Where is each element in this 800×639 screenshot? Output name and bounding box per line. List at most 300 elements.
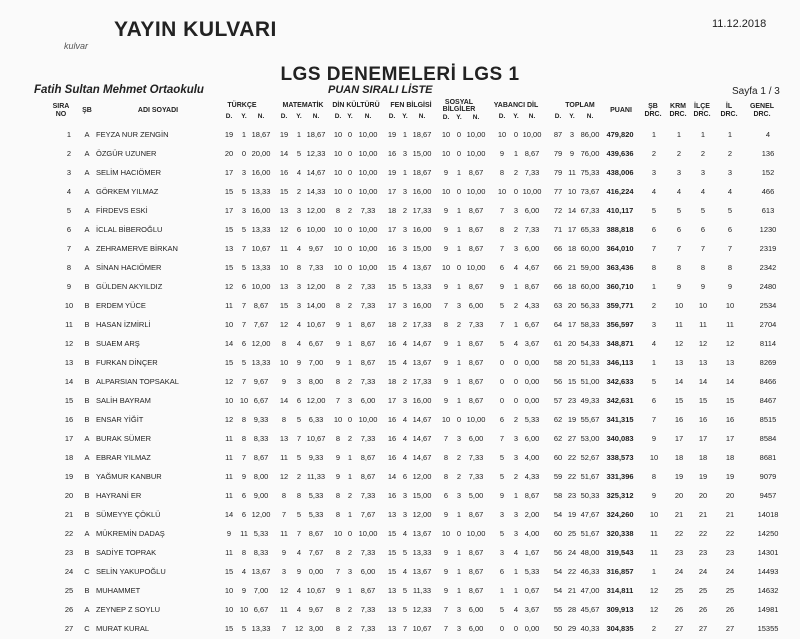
table-cell: 4 — [402, 434, 408, 443]
table-cell: 16,00 — [412, 301, 432, 310]
table-cell: 7 — [443, 301, 449, 310]
table-cell: 8,67 — [360, 358, 376, 367]
table-cell: 79 — [553, 149, 563, 158]
table-cell: 13 — [279, 206, 289, 215]
table-cell: 15 — [674, 396, 684, 405]
table-row — [0, 468, 800, 487]
table-cell: 7 — [499, 206, 505, 215]
table-cell: 6 — [499, 415, 505, 424]
table-cell: 0 — [456, 187, 462, 196]
table-cell: 28 — [567, 605, 577, 614]
table-cell: 7 — [651, 415, 657, 424]
table-cell: 613 — [761, 206, 775, 215]
table-cell: 87 — [553, 130, 563, 139]
table-cell: 14 — [224, 510, 234, 519]
table-cell: 0 — [347, 415, 353, 424]
table-cell: 13 — [279, 282, 289, 291]
table-cell: 1 — [347, 586, 353, 595]
table-cell: 24 — [64, 567, 74, 576]
table-cell: 10 — [333, 149, 343, 158]
table-cell: 13 — [387, 510, 397, 519]
table-row — [0, 126, 800, 145]
table-cell: 6 — [651, 396, 657, 405]
table-cell: 11 — [65, 320, 73, 329]
table-cell: 4 — [651, 339, 657, 348]
col-il: İL — [725, 103, 733, 110]
table-cell: B — [84, 586, 90, 595]
table-cell: 3 — [402, 149, 408, 158]
table-cell: 26 — [725, 605, 735, 614]
table-cell: ENSAR YİĞİT — [96, 415, 144, 424]
table-cell: 1 — [700, 130, 706, 139]
table-cell: 2 — [513, 301, 519, 310]
table-row — [0, 240, 800, 259]
table-cell: C — [84, 624, 90, 633]
table-cell: A — [84, 244, 90, 253]
col-toplam: TOPLAM — [565, 102, 595, 109]
table-cell: 8,67 — [253, 453, 269, 462]
table-cell: 66 — [553, 244, 563, 253]
table-cell: SALİH BAYRAM — [96, 396, 151, 405]
table-cell: 20 — [567, 358, 577, 367]
table-cell: 11 — [280, 605, 288, 614]
table-row — [0, 563, 800, 582]
table-cell: 18 — [725, 453, 735, 462]
table-cell: 2 — [700, 149, 706, 158]
table-cell: 8 — [499, 225, 505, 234]
table-cell: 4 — [296, 605, 302, 614]
table-cell: 14 — [725, 377, 735, 386]
table-cell: 3 — [402, 225, 408, 234]
table-cell: 15 — [224, 358, 234, 367]
table-cell: 11,33 — [412, 586, 432, 595]
table-cell: 7 — [335, 396, 341, 405]
table-cell: 10 — [698, 301, 708, 310]
table-cell: 331,396 — [606, 472, 634, 481]
table-cell: B — [84, 415, 90, 424]
table-cell: 363,436 — [606, 263, 634, 272]
table-cell: 7,33 — [468, 453, 484, 462]
table-cell: 7,33 — [468, 472, 484, 481]
table-cell: 3 — [296, 282, 302, 291]
table-cell: 5 — [676, 206, 682, 215]
table-cell: 309,913 — [606, 605, 634, 614]
table-cell: 50,33 — [580, 491, 600, 500]
table-cell: 8,67 — [360, 472, 376, 481]
table-cell: 320,338 — [606, 529, 634, 538]
table-cell: 7 — [499, 244, 505, 253]
table-cell: 5,33 — [308, 491, 324, 500]
table-cell: 4,00 — [524, 529, 540, 538]
table-cell: 13,33 — [251, 225, 271, 234]
table-cell: 17 — [64, 434, 74, 443]
subheader-2-y: Y. — [347, 113, 353, 120]
table-cell: A — [84, 206, 90, 215]
table-cell: 17,33 — [412, 206, 432, 215]
table-cell: 8,67 — [308, 529, 324, 538]
table-cell: 9 — [676, 282, 682, 291]
table-cell: MUHAMMET — [96, 586, 141, 595]
table-cell: 1 — [676, 130, 682, 139]
table-cell: 11 — [225, 453, 233, 462]
table-cell: 6,00 — [524, 434, 540, 443]
table-cell: 25 — [698, 586, 708, 595]
table-cell: MURAT KURAL — [96, 624, 150, 633]
col-sb: ŞB — [82, 107, 92, 114]
table-cell: 16 — [698, 415, 708, 424]
table-cell: A — [84, 263, 90, 272]
table-cell: 1 — [402, 130, 408, 139]
table-cell: 2 — [727, 149, 733, 158]
table-cell: 15355 — [757, 624, 779, 633]
table-cell: 7,33 — [308, 263, 324, 272]
table-cell: 57 — [553, 396, 563, 405]
table-cell: 7,33 — [360, 491, 376, 500]
table-cell: 9 — [335, 586, 341, 595]
table-cell: 7 — [296, 529, 302, 538]
table-cell: 8467 — [759, 396, 777, 405]
table-cell: 10,00 — [358, 149, 378, 158]
table-cell: 20,00 — [251, 149, 271, 158]
table-cell: 9 — [241, 586, 247, 595]
table-cell: 23 — [567, 396, 577, 405]
subheader-4-d: D. — [442, 114, 450, 121]
table-cell: 0,00 — [524, 358, 540, 367]
table-cell: 4 — [66, 187, 72, 196]
table-cell: 13 — [279, 434, 289, 443]
table-cell: 479,820 — [606, 130, 634, 139]
subheader-1-d: D. — [280, 113, 288, 120]
table-cell: ALPARSIAN TOPSAKAL — [96, 377, 179, 386]
table-cell: 12 — [64, 339, 74, 348]
table-cell: BURAK SÜMER — [96, 434, 152, 443]
table-cell: 8,67 — [524, 149, 540, 158]
table-cell: 2319 — [759, 244, 777, 253]
table-cell: 8,67 — [468, 168, 484, 177]
table-cell: 9 — [569, 149, 575, 158]
table-cell: 13,67 — [412, 529, 432, 538]
table-cell: 0 — [513, 187, 519, 196]
table-cell: 17 — [567, 320, 577, 329]
table-cell: 10 — [333, 225, 343, 234]
table-cell: 59 — [553, 472, 563, 481]
table-cell: 18,67 — [251, 130, 271, 139]
table-cell: 6 — [296, 225, 302, 234]
table-cell: 8,67 — [468, 510, 484, 519]
table-cell: 67,33 — [580, 206, 600, 215]
table-cell: 9 — [443, 358, 449, 367]
col-puan: PUANI — [610, 107, 632, 114]
table-cell: 8,67 — [468, 225, 484, 234]
table-cell: 25 — [674, 586, 684, 595]
table-cell: 0,00 — [524, 377, 540, 386]
table-cell: 7 — [296, 434, 302, 443]
table-cell: 6,00 — [468, 434, 484, 443]
table-cell: 19 — [567, 415, 577, 424]
table-cell: 16 — [387, 244, 397, 253]
table-cell: 0 — [456, 415, 462, 424]
table-cell: 12 — [698, 339, 708, 348]
table-cell: 3 — [513, 453, 519, 462]
table-cell: 9,33 — [253, 415, 269, 424]
table-cell: 10,00 — [466, 130, 486, 139]
table-cell: 13 — [387, 586, 397, 595]
subheader-2-d: D. — [334, 113, 342, 120]
table-cell: 3 — [513, 529, 519, 538]
table-cell: 71 — [553, 225, 563, 234]
table-cell: 5 — [402, 586, 408, 595]
table-cell: 8 — [651, 263, 657, 272]
table-cell: 15 — [387, 529, 397, 538]
table-cell: 1 — [513, 320, 519, 329]
table-cell: 10,00 — [466, 415, 486, 424]
table-cell: 3 — [402, 244, 408, 253]
table-cell: 9,67 — [308, 605, 324, 614]
table-cell: 346,113 — [606, 358, 634, 367]
table-cell: 6,00 — [524, 244, 540, 253]
table-cell: 9 — [443, 282, 449, 291]
table-cell: 325,312 — [606, 491, 634, 500]
table-cell: 1230 — [759, 225, 777, 234]
table-cell: SELİM HACIÖMER — [96, 168, 162, 177]
table-cell: 341,315 — [606, 415, 634, 424]
table-cell: 7 — [443, 605, 449, 614]
subheader-6-n: N. — [586, 113, 594, 120]
table-cell: 19 — [387, 168, 397, 177]
subheader-6-d: D. — [554, 113, 562, 120]
table-cell: FİRDEVS ESKİ — [96, 206, 148, 215]
table-cell: 7 — [281, 624, 287, 633]
table-cell: C — [84, 567, 90, 576]
table-cell: 18 — [567, 282, 577, 291]
table-cell: 51,67 — [580, 472, 600, 481]
table-cell: 6 — [651, 225, 657, 234]
table-cell: 1 — [456, 206, 462, 215]
table-cell: 7,67 — [360, 510, 376, 519]
table-cell: 9 — [335, 320, 341, 329]
table-cell: 4 — [700, 187, 706, 196]
table-cell: 14 — [279, 149, 289, 158]
table-cell: 6 — [443, 491, 449, 500]
table-cell: 21 — [725, 510, 735, 519]
table-cell: 7 — [443, 434, 449, 443]
table-cell: 3 — [456, 624, 462, 633]
table-cell: 9 — [443, 206, 449, 215]
table-cell: 29 — [567, 624, 577, 633]
table-cell: 45,67 — [580, 605, 600, 614]
table-cell: 5 — [651, 377, 657, 386]
table-cell: 8,67 — [468, 377, 484, 386]
table-cell: 359,771 — [606, 301, 634, 310]
table-cell: 9 — [727, 282, 733, 291]
table-row — [0, 525, 800, 544]
table-cell: 0 — [347, 244, 353, 253]
table-cell: 10 — [333, 415, 343, 424]
table-cell: 52,67 — [580, 453, 600, 462]
table-cell: 6,00 — [360, 567, 376, 576]
subheader-3-d: D. — [388, 113, 396, 120]
table-cell: 3 — [513, 510, 519, 519]
table-cell: 10 — [224, 320, 234, 329]
table-cell: 5 — [499, 605, 505, 614]
table-cell: 13 — [224, 244, 234, 253]
table-cell: 10 — [497, 187, 507, 196]
col-ilce-2: DRC. — [693, 111, 711, 118]
table-cell: 5 — [296, 415, 302, 424]
subheader-4-y: Y. — [456, 114, 462, 121]
table-cell: 48,00 — [580, 548, 600, 557]
table-cell: 2 — [347, 282, 353, 291]
table-cell: 3,67 — [524, 339, 540, 348]
table-cell: 13,33 — [412, 282, 432, 291]
table-cell: 1,67 — [524, 548, 540, 557]
table-cell: 2342 — [759, 263, 777, 272]
table-cell: B — [84, 491, 90, 500]
table-cell: B — [84, 282, 90, 291]
table-cell: 19 — [725, 472, 735, 481]
table-cell: 9 — [296, 358, 302, 367]
table-cell: 9 — [499, 282, 505, 291]
table-cell: 15 — [279, 301, 289, 310]
table-row — [0, 202, 800, 221]
table-cell: 20 — [64, 491, 74, 500]
table-cell: 8,67 — [253, 301, 269, 310]
table-cell: 6 — [66, 225, 72, 234]
table-cell: 10,67 — [306, 320, 326, 329]
table-cell: 7 — [499, 320, 505, 329]
table-row — [0, 506, 800, 525]
table-cell: 10 — [64, 301, 74, 310]
table-cell: 9,33 — [308, 453, 324, 462]
table-cell: 2 — [651, 624, 657, 633]
table-cell: 0 — [456, 130, 462, 139]
table-cell: 1 — [456, 510, 462, 519]
table-cell: EBRAR YILMAZ — [96, 453, 151, 462]
table-cell: 8,67 — [468, 282, 484, 291]
table-cell: 7 — [443, 624, 449, 633]
table-cell: 5,33 — [524, 567, 540, 576]
table-cell: 20 — [567, 301, 577, 310]
table-cell: 9 — [443, 339, 449, 348]
table-cell: 9 — [335, 472, 341, 481]
table-cell: 20 — [567, 339, 577, 348]
table-cell: 7,33 — [360, 548, 376, 557]
table-cell: 77 — [553, 187, 563, 196]
table-cell: 24 — [725, 567, 735, 576]
table-cell: 1 — [456, 244, 462, 253]
table-cell: 8 — [443, 453, 449, 462]
table-cell: 14981 — [757, 605, 779, 614]
table-row — [0, 544, 800, 563]
table-cell: 9 — [443, 377, 449, 386]
table-cell: 11 — [280, 453, 288, 462]
table-cell: 5 — [499, 472, 505, 481]
table-cell: 21 — [698, 510, 708, 519]
table-cell: 1 — [456, 377, 462, 386]
table-cell: 8 — [66, 263, 72, 272]
table-cell: 14 — [224, 339, 234, 348]
table-row — [0, 487, 800, 506]
table-cell: 3 — [281, 567, 287, 576]
table-cell: 5 — [402, 605, 408, 614]
table-cell: 16 — [387, 453, 397, 462]
table-cell: 59,00 — [580, 263, 600, 272]
table-cell: 54,33 — [580, 339, 600, 348]
table-cell: 10,00 — [358, 225, 378, 234]
table-cell: 51,67 — [580, 529, 600, 538]
table-cell: 56,33 — [580, 301, 600, 310]
table-cell: 17,33 — [412, 377, 432, 386]
table-cell: 8 — [281, 491, 287, 500]
table-cell: 21 — [567, 263, 577, 272]
table-cell: 4 — [402, 339, 408, 348]
col-no: NO — [55, 111, 67, 118]
table-cell: 14018 — [757, 510, 779, 519]
table-cell: 47,67 — [580, 510, 600, 519]
table-cell: 12 — [725, 339, 735, 348]
table-cell: 9 — [66, 282, 72, 291]
col-krm-2: DRC. — [669, 111, 687, 118]
table-cell: 11 — [225, 301, 233, 310]
table-cell: 23 — [725, 548, 735, 557]
table-cell: 7,33 — [360, 605, 376, 614]
table-cell: 7 — [241, 377, 247, 386]
table-cell: 9 — [443, 168, 449, 177]
table-cell: 16,00 — [251, 206, 271, 215]
col-krm: KRM — [670, 103, 686, 110]
table-cell: 11 — [225, 491, 233, 500]
table-cell: 9,67 — [308, 244, 324, 253]
table-cell: 8 — [335, 510, 341, 519]
table-cell: 9 — [499, 149, 505, 158]
subheader-2-n: N. — [364, 113, 372, 120]
table-cell: 1 — [347, 472, 353, 481]
table-cell: 15 — [279, 187, 289, 196]
table-cell: 4 — [296, 320, 302, 329]
table-cell: 8,67 — [468, 396, 484, 405]
table-cell: 8 — [335, 491, 341, 500]
table-cell: 304,835 — [606, 624, 634, 633]
table-cell: 8 — [700, 263, 706, 272]
table-cell: 62 — [553, 434, 563, 443]
table-cell: 5 — [402, 548, 408, 557]
table-cell: 2 — [347, 206, 353, 215]
table-cell: 5 — [700, 206, 706, 215]
table-cell: A — [84, 529, 90, 538]
col-sb-drc-2: DRC. — [644, 111, 662, 118]
table-cell: 9 — [443, 244, 449, 253]
table-cell: 8269 — [759, 358, 777, 367]
table-cell: 4 — [402, 415, 408, 424]
table-cell: 1 — [456, 339, 462, 348]
table-cell: A — [84, 225, 90, 234]
table-cell: 7 — [402, 624, 408, 633]
table-cell: 7,00 — [253, 586, 269, 595]
table-cell: 5 — [241, 358, 247, 367]
table-cell: 4 — [402, 567, 408, 576]
subheader-1-n: N. — [312, 113, 320, 120]
table-cell: 338,573 — [606, 453, 634, 462]
table-cell: B — [84, 548, 90, 557]
table-cell: 14,00 — [306, 301, 326, 310]
table-cell: 17 — [567, 225, 577, 234]
table-cell: 11 — [225, 434, 233, 443]
table-cell: 27 — [725, 624, 735, 633]
table-cell: 61 — [553, 339, 563, 348]
table-cell: 24 — [674, 567, 684, 576]
table-cell: 6 — [296, 396, 302, 405]
table-cell: 8 — [296, 491, 302, 500]
